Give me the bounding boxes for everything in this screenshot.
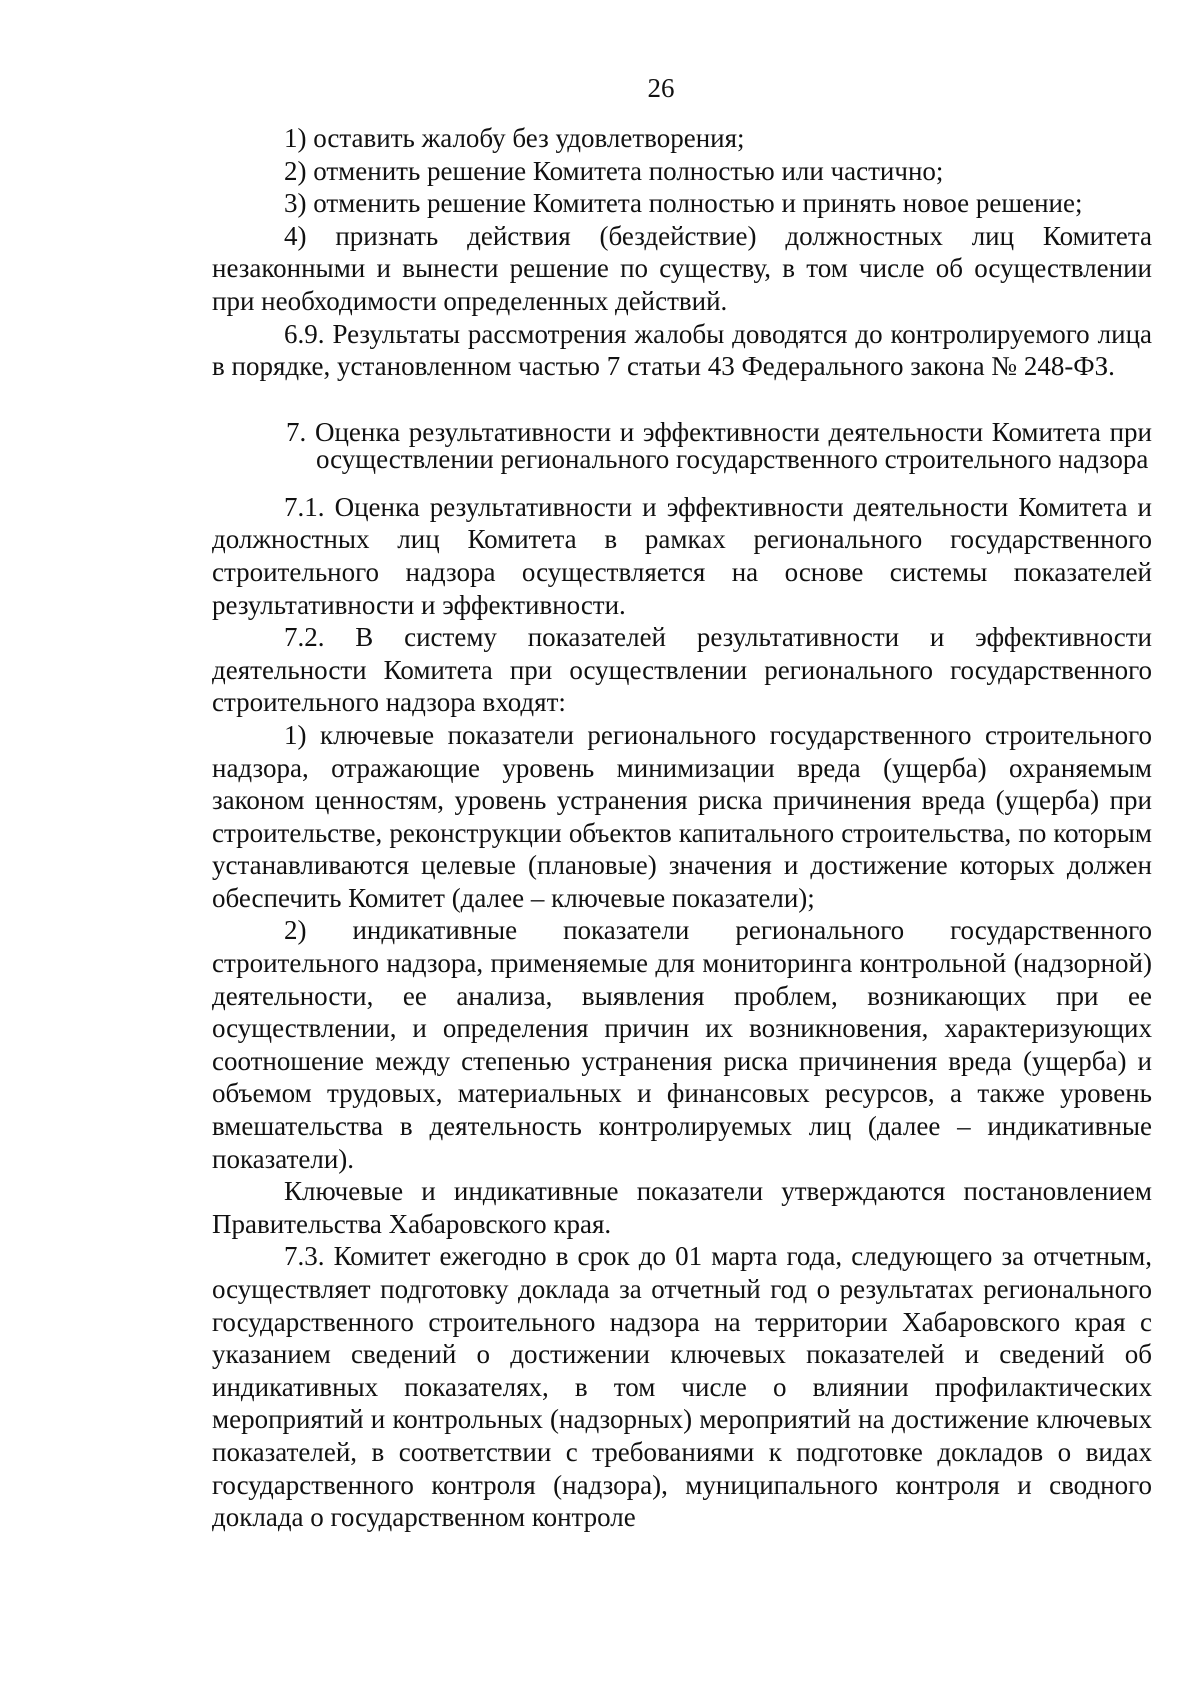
paragraph-7-1: 7.1. Оценка результативности и эффективности деятельности Комитета и должностных лиц Комитета в рамках регионального государственного строительного надзора осуществляется на основе системы показателей результативности и эффективности.	[212, 491, 1152, 620]
document-body	[212, 122, 1152, 1534]
list-item-cancel-new-decision: 3) отменить решение Комитета полностью и принять новое решение;	[284, 188, 1083, 219]
section-heading-7: 7. Оценка результативности и эффективности деятельности Комитета при осуществлении регионального государственного строительного надзора	[286, 416, 1152, 474]
list-item-recognize-unlawful: 4) признать действия (бездействие) должностных лиц Комитета незаконными и вынести решение по существу, в том числе об осуществлении при необходимости определенных действий.	[212, 220, 1152, 316]
paragraph-6-9: 6.9. Результаты рассмотрения жалобы доводятся до контролируемого лица в порядке, установленном частью 7 статьи 43 Федерального закона № 248-ФЗ.	[212, 318, 1152, 382]
list-item-indicative-indicators: 2) индикативные показатели регионального государственного строительного надзора, применяемые для мониторинга контрольной (надзорной) деятельности, ее анализа, выявления проблем, возникающих при ее осуществлении, и определения причин их возникновения, характеризующих соотношение между степенью устранения риска причинения вреда (ущерба) и объемом трудовых, материальных и финансовых ресурсов, а также уровень вмешательства в деятельность контролируемых лиц (далее – индикативные показатели).	[212, 915, 1152, 1174]
list-item-cancel-partially: 2) отменить решение Комитета полностью или частично;	[284, 155, 944, 186]
page-number: 26	[647, 73, 675, 103]
list-item-key-indicators: 1) ключевые показатели регионального государственного строительного надзора, отражающие уровень минимизации вреда (ущерба) охраняемым законом ценностям, уровень устранения риска причинения вреда (ущерба) при строительстве, реконструкции объектов капитального строительства, по которым устанавливаются целевые (плановые) значения и достижение которых должен обеспечить Комитет (далее – ключевые показатели);	[212, 719, 1152, 913]
paragraph-7-3: 7.3. Комитет ежегодно в срок до 01 марта года, следующего за отчетным, осуществляет подготовку доклада за отчетный год о результатах регионального государственного строительного надзора на территории Хабаровского края с указанием сведений о достижении ключевых показателей и сведений об индикативных показателях, в том числе о влиянии профилактических мероприятий и контрольных (надзорных) мероприятий на достижение ключевых показателей, в соответствии с требованиями к подготовке докладов о видах государственного контроля (надзора), муниципального контроля и сводного доклада о государственном контроле	[212, 1241, 1152, 1533]
list-item-leave-complaint: 1) оставить жалобу без удовлетворения;	[284, 123, 745, 153]
paragraph-7-2: 7.2. В систему показателей результативности и эффективности деятельности Комитета при осуществлении регионального государственного строительного надзора входят:	[212, 622, 1152, 718]
paragraph-indicators-approval: Ключевые и индикативные показатели утверждаются постановлением Правительства Хабаровского края.	[212, 1176, 1152, 1239]
